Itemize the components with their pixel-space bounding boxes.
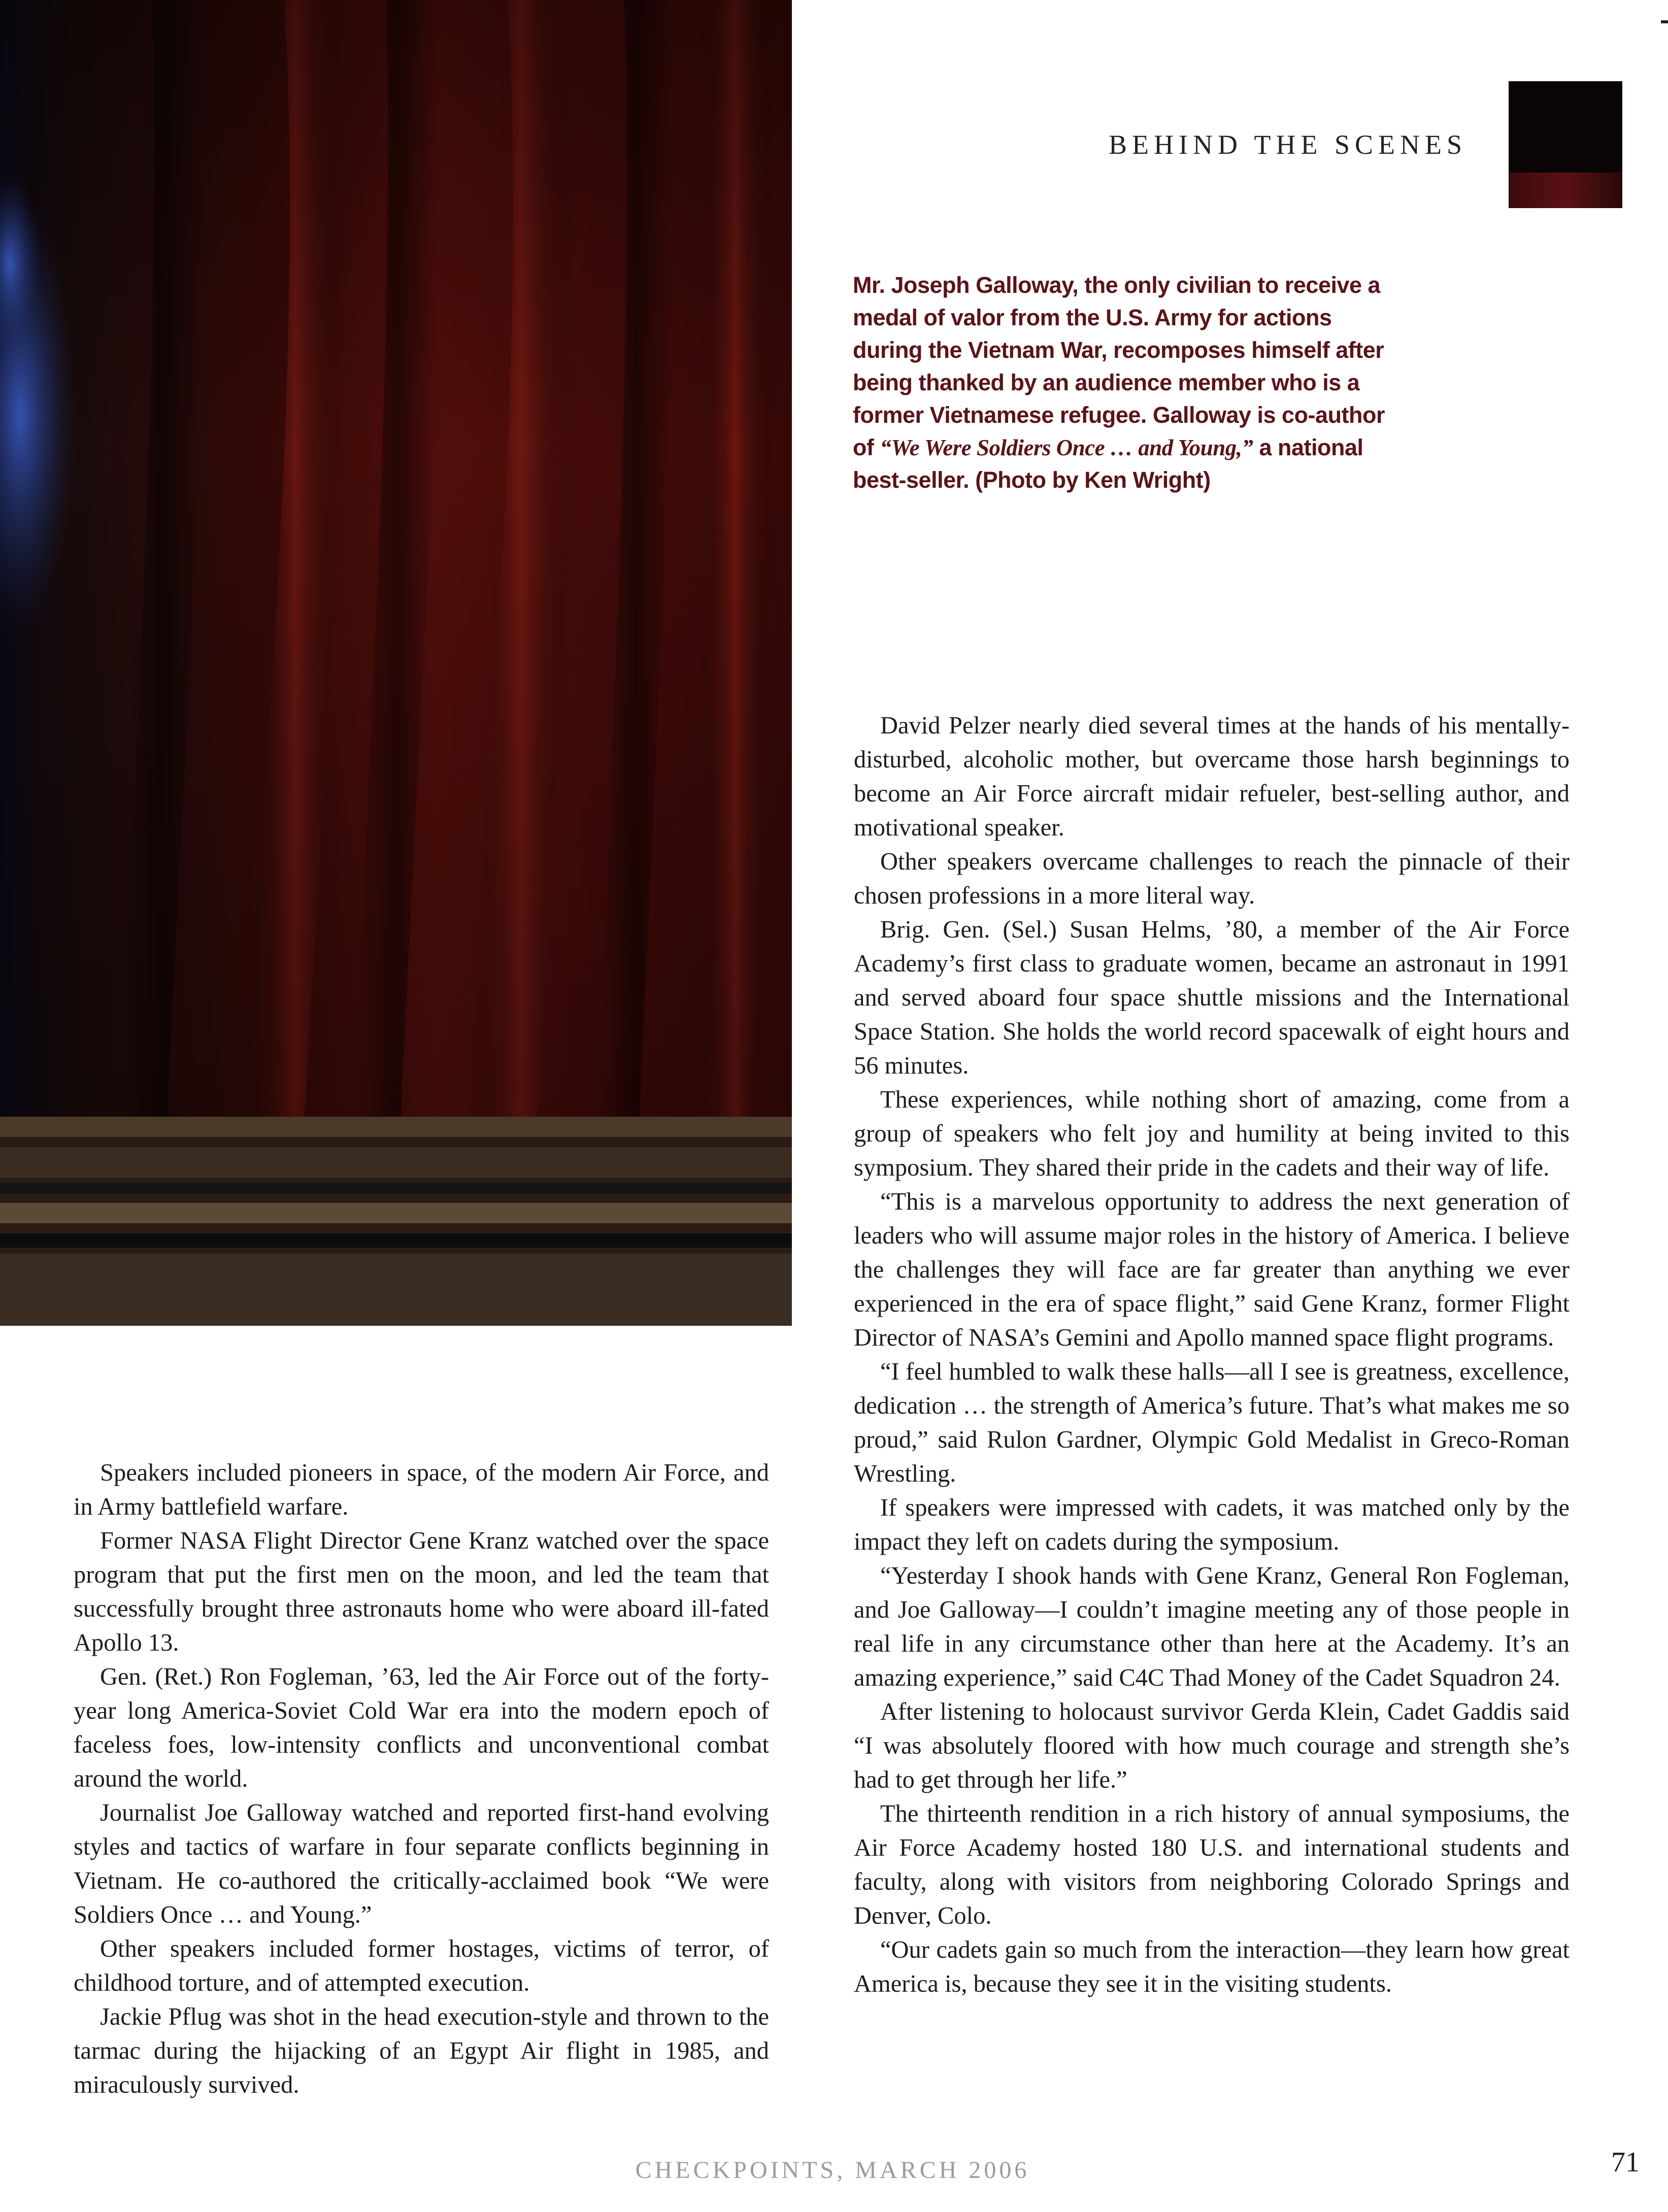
paragraph: These experiences, while nothing short of amazing, come from a group of speakers who felt joy and humility at being invited to this symposium. They shared their pride in the cadets and their way of life. [854, 1086, 1570, 1181]
paragraph: Former NASA Flight Director Gene Kranz watched over the space program that put the first men on the moon, and led the team that successfully brought three astronauts home who were aboard ill-fated Apollo 13. [74, 1527, 769, 1656]
caption-tail: a national best-seller. (Photo by Ken Wright) [853, 434, 1363, 493]
paragraph: If speakers were impressed with cadets, it was matched only by the impact they left on cadets during the symposium. [854, 1494, 1570, 1555]
paragraph: Gen. (Ret.) Ron Fogleman, ’63, led the Air Force out of the forty-year long America-Soviet Cold War era into the modern epoch of faceless foes, low-intensity conflicts and unconventional combat around the world. [74, 1663, 769, 1792]
paragraph: “This is a marvelous opportunity to address the next generation of leaders who will assume major roles in the history of America. I believe the challenges they will face are far greater than anything we ever experienced in the era of space flight,” said Gene Kranz, former Flight Director of NASA’s Gemini and Apollo manned space flight programs. [854, 1188, 1570, 1351]
paragraph: Speakers included pioneers in space, of the modern Air Force, and in Army battlefield warfare. [74, 1459, 769, 1520]
crop-mark [1661, 20, 1668, 23]
paragraph: Journalist Joe Galloway watched and reported first-hand evolving styles and tactics of warfare in four separate conflicts beginning in Vietnam. He co-authored the critically-acclaimed book “We were Soldiers Once … and Young.” [74, 1799, 769, 1928]
paragraph: “Yesterday I shook hands with Gene Kranz, General Ron Fogleman, and Joe Galloway—I couldn’t imagine meeting any of those people in real life in any circumstance other than here at the Academy. It’s an amazing experience,” said C4C Thad Money of the Cadet Squadron 24. [854, 1562, 1570, 1691]
paragraph: After listening to holocaust survivor Gerda Klein, Cadet Gaddis said “I was absolutely floored with how much courage and strength she’s had to get through her life.” [854, 1698, 1570, 1793]
photo-caption [853, 269, 1391, 496]
caption-lead: Mr. Joseph Galloway, the only civilian to receive a medal of valor from the U.S. Army for actions during the Vietnam War, recomposes himself after being thanked by an audience member who is a former Vietnamese refugee. Galloway is co-author of [853, 272, 1385, 460]
caption-book-title: “We Were Soldiers Once … and Young,” [880, 435, 1253, 460]
paragraph: Other speakers included former hostages, victims of terror, of childhood torture, and of attempted execution. [74, 1935, 769, 1996]
paragraph: Brig. Gen. (Sel.) Susan Helms, ’80, a member of the Air Force Academy’s first class to graduate women, became an astronaut in 1991 and served aboard four space shuttle missions and the International Space Station. She holds the world record spacewalk of eight hours and 56 minutes. [854, 916, 1570, 1079]
section-color-stripe [1509, 173, 1622, 208]
paragraph: David Pelzer nearly died several times at the hands of his mentally-disturbed, alcoholic mother, but overcame those harsh beginnings to become an Air Force aircraft midair refueler, best-selling author, and motivational speaker. [854, 712, 1570, 841]
stage-curtain-photo [0, 0, 792, 1326]
curtain-image [0, 0, 792, 1326]
paragraph: The thirteenth rendition in a rich history of annual symposiums, the Air Force Academy hosted 180 U.S. and international students and faculty, along with visitors from neighboring Colorado Springs and Denver, Colo. [854, 1800, 1570, 1929]
left-column [74, 1456, 769, 2102]
paragraph: “Our cadets gain so much from the interaction—they learn how great America is, because they see it in the visiting students. [854, 1936, 1570, 1997]
page-number: 71 [1611, 2147, 1640, 2178]
paragraph: “I feel humbled to walk these halls—all I see is greatness, excellence, dedication … the strength of America’s future. That’s what makes me so proud,” said Rulon Gardner, Olympic Gold Medalist in Greco-Roman Wrestling. [854, 1358, 1570, 1487]
section-title: BEHIND THE SCENES [1108, 129, 1467, 160]
section-color-block [1509, 81, 1622, 208]
right-column [854, 709, 1570, 2001]
paragraph: Other speakers overcame challenges to reach the pinnacle of their chosen professions in a more literal way. [854, 848, 1570, 909]
publication-footer: CHECKPOINTS, MARCH 2006 [635, 2157, 1030, 2184]
paragraph: Jackie Pflug was shot in the head execution-style and thrown to the tarmac during the hijacking of an Egypt Air flight in 1985, and miraculously survived. [74, 2003, 769, 2098]
